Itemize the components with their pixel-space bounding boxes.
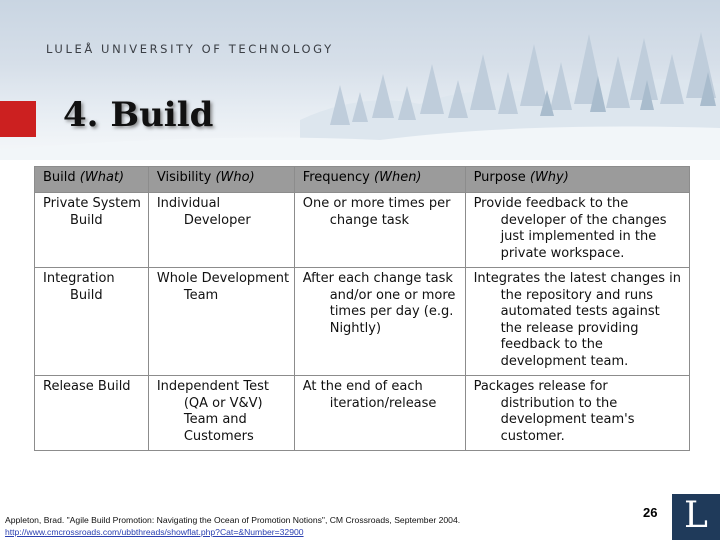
logo-letter: L bbox=[684, 495, 708, 536]
cell-frequency: After each change task and/or one or more times per day (e.g. Nightly) bbox=[302, 271, 456, 336]
table-row bbox=[35, 193, 690, 268]
header-build: Build (What) bbox=[35, 167, 149, 193]
citation-text: Appleton, Brad. "Agile Build Promotion: Navigating the Ocean of Promotion Notions", CM Crossroads, September 2004. bbox=[5, 515, 461, 525]
build-types-table bbox=[34, 166, 690, 451]
university-logo bbox=[672, 494, 720, 540]
winter-landscape-image bbox=[0, 0, 720, 160]
table-header-row bbox=[35, 167, 690, 193]
cell-purpose: Packages release for distribution to the development team's customer. bbox=[473, 379, 635, 444]
header-purpose: Purpose (Why) bbox=[465, 167, 689, 193]
title-marker bbox=[0, 101, 36, 137]
cell-visibility: Individual Developer bbox=[156, 196, 251, 228]
page-number: 26 bbox=[643, 505, 658, 520]
cell-build: Release Build bbox=[43, 379, 131, 394]
cell-build: Private System Build bbox=[43, 196, 141, 228]
cell-purpose: Integrates the latest changes in the repository and runs automated tests against the release providing feedback to the development team. bbox=[473, 271, 682, 369]
header-frequency: Frequency (When) bbox=[294, 167, 465, 193]
cell-frequency: At the end of each iteration/release bbox=[302, 379, 437, 411]
header-banner bbox=[0, 0, 720, 160]
table-row bbox=[35, 376, 690, 451]
source-link[interactable]: http://www.cmcrossroads.com/ubbthreads/showflat.php?Cat=&Number=32900 bbox=[5, 527, 304, 537]
cell-visibility: Whole Development Team bbox=[156, 271, 290, 303]
table-row bbox=[35, 268, 690, 376]
slide-title: 4. Build bbox=[63, 95, 214, 135]
cell-purpose: Provide feedback to the developer of the changes just implemented in the private workspace. bbox=[473, 196, 667, 261]
cell-frequency: One or more times per change task bbox=[302, 196, 451, 228]
cell-visibility: Independent Test (QA or V&V) Team and Customers bbox=[156, 379, 269, 444]
university-name: LULEÅ UNIVERSITY OF TECHNOLOGY bbox=[46, 42, 334, 56]
cell-build: Integration Build bbox=[43, 271, 115, 303]
header-visibility: Visibility (Who) bbox=[148, 167, 294, 193]
